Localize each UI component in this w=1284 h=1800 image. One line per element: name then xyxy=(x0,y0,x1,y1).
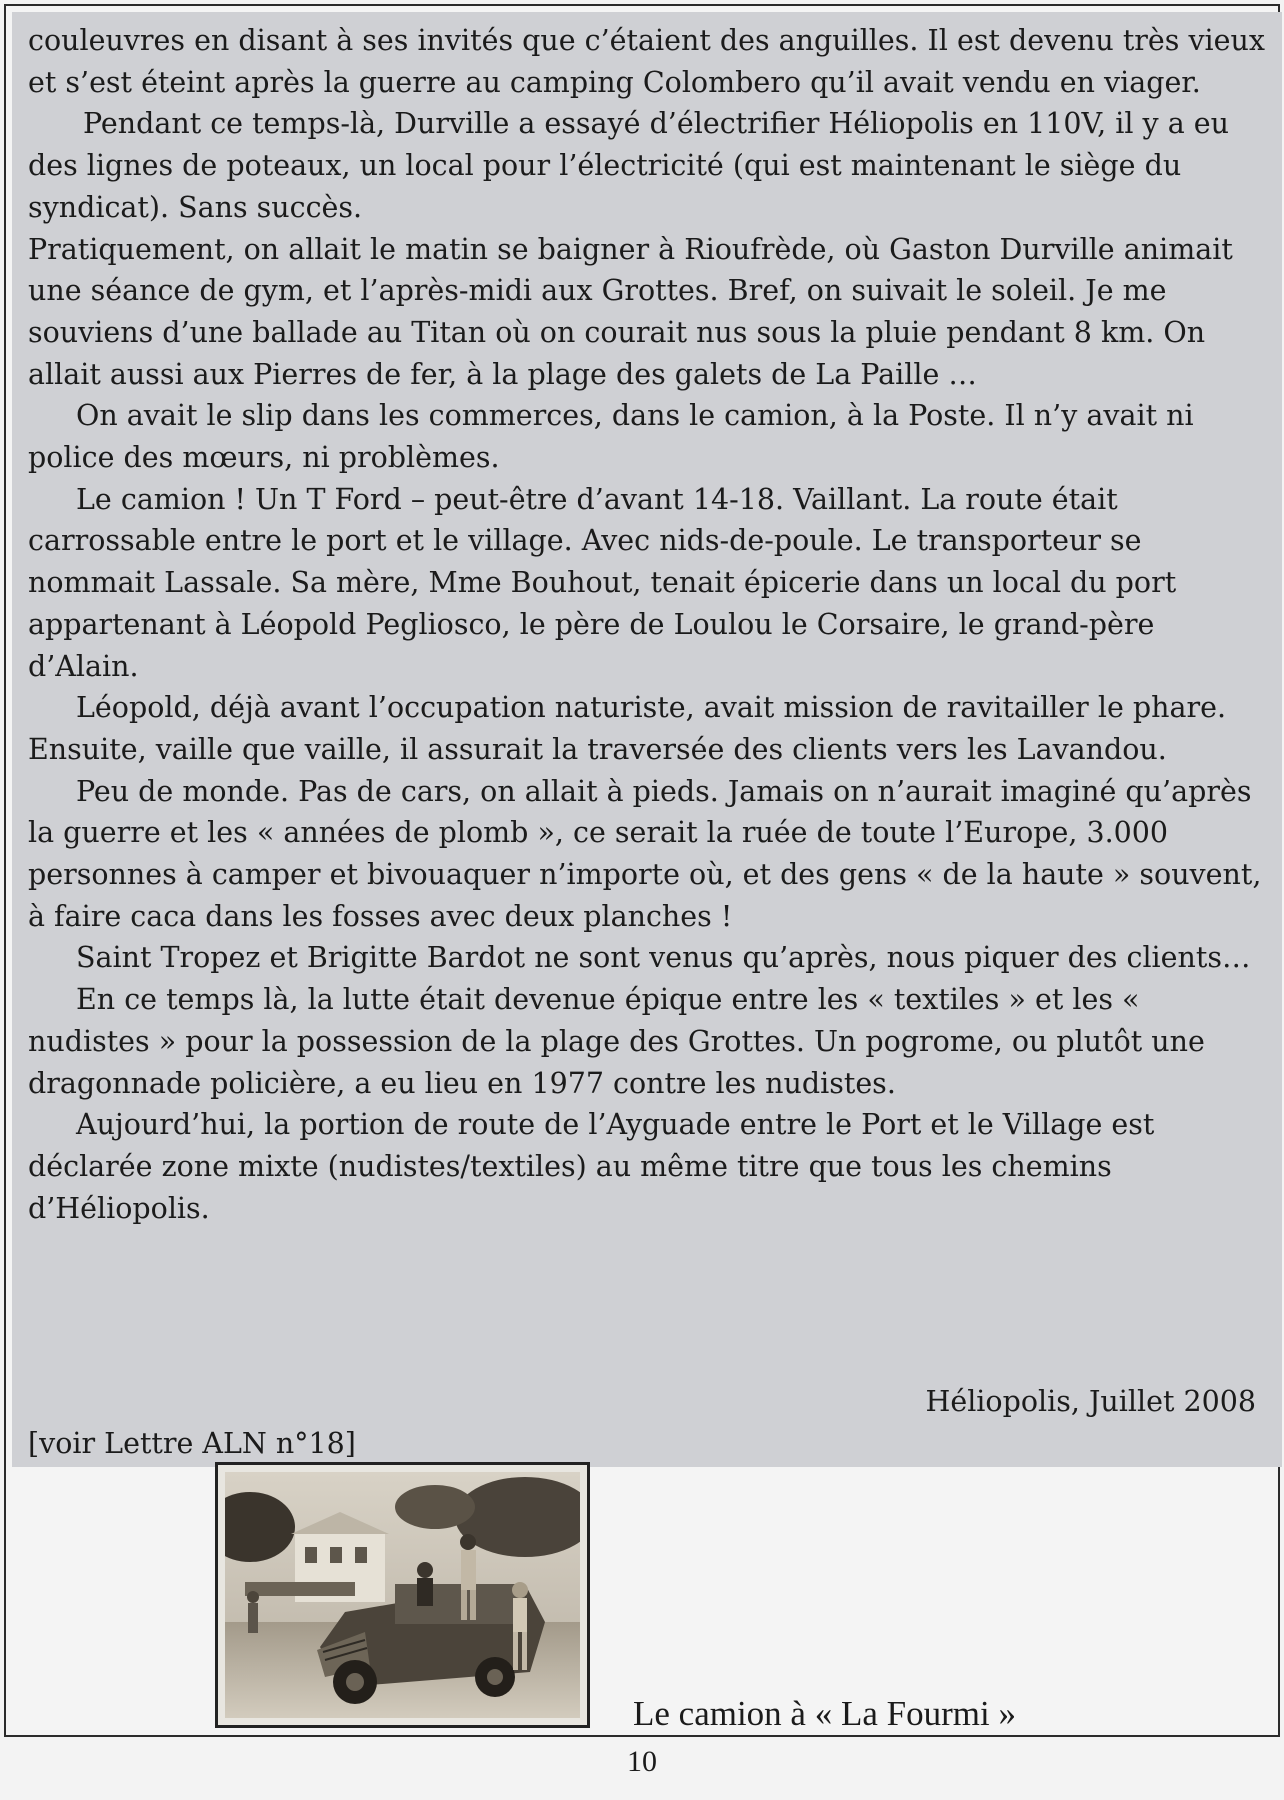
paragraph-3: Pratiquement, on allait le matin se baigner à Rioufrède, où Gaston Durville animait une séance de gym, et l’après-midi aux Grottes. Bref, on suivait le soleil. Je me souviens d’une ballade au Titan où on courait nus sous la pluie pendant 8 km. On allait aussi aux Pierres de fer, à la plage des galets de La Paille … xyxy=(28,232,1233,391)
paragraph-1: couleuvres en disant à ses invités que c’étaient des anguilles. Il est devenu très vieux et s’est éteint après la guerre au camping Colombero qu’il avait vendu en viager. xyxy=(28,24,1265,99)
article-body xyxy=(28,20,1268,1229)
page-frame xyxy=(4,4,1280,1737)
paragraph-6: Léopold, déjà avant l’occupation naturiste, avait mission de ravitailler le phare. Ensuite, vaille que vaille, il assurait la traversée des clients vers les Lavandou. xyxy=(28,691,1227,766)
paragraph-9: En ce temps là, la lutte était devenue épique entre les « textiles » et les « nudistes » pour la possession de la plage des Grottes. Un pogrome, ou plutôt une dragonnade policière, a eu lieu en 1977 contre les nudistes. xyxy=(28,983,1205,1100)
paragraph-4: On avait le slip dans les commerces, dans le camion, à la Poste. Il n’y avait ni police des mœurs, ni problèmes. xyxy=(28,399,1194,475)
signature-date: Héliopolis, Juillet 2008 xyxy=(925,1385,1256,1418)
reference-note: [voir Lettre ALN n°18] xyxy=(28,1427,356,1460)
paragraph-8: Saint Tropez et Brigitte Bardot ne sont venus qu’après, nous piquer des clients… xyxy=(76,941,1251,975)
paragraph-5: Le camion ! Un T Ford – peut-être d’avant 14-18. Vaillant. La route était carrossable entre le port et le village. Avec nids-de-poule. Le transporteur se nommait Lassale. Sa mère, Mme Bouhout, tenait épicerie dans un local du port appartenant à Léopold Pegliosco, le père de Loulou le Corsaire, le grand-père d’Alain. xyxy=(28,482,1177,683)
paragraph-7: Peu de monde. Pas de cars, on allait à pieds. Jamais on n’aurait imaginé qu’après la guerre et les « années de plomb », ce serait la ruée de toute l’Europe, 3.000 personnes à camper et bivouaquer n’importe où, et des gens « de la haute » souvent, à faire caca dans les fosses avec deux planches ! xyxy=(28,774,1262,933)
paragraph-2: Pendant ce temps-là, Durville a essayé d’électrifier Héliopolis en 110V, il y a eu des lignes de poteaux, un local pour l’électricité (qui est maintenant le siège du syndicat). Sans succès. xyxy=(28,107,1229,224)
page-number: 10 xyxy=(627,1745,657,1778)
truck-photo-image xyxy=(225,1472,580,1718)
paragraph-10: Aujourd’hui, la portion de route de l’Ayguade entre le Port et le Village est déclarée zone mixte (nudistes/textiles) au même titre que tous les chemins d’Héliopolis. xyxy=(28,1108,1155,1225)
truck-photo xyxy=(215,1462,590,1728)
photo-caption: Le camion à « La Fourmi » xyxy=(633,1694,1016,1733)
